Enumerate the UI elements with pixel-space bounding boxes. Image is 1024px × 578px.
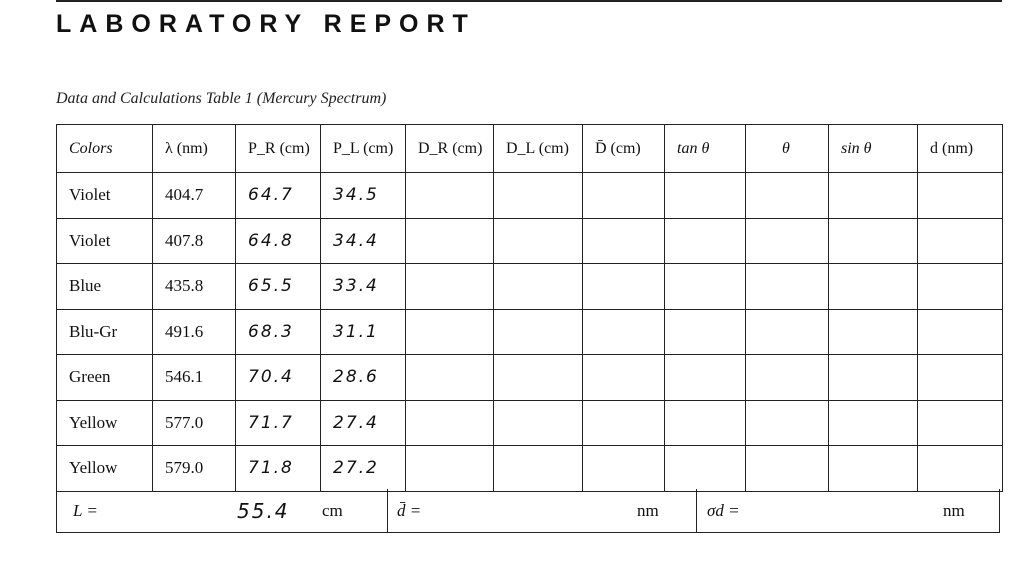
header-lambda: λ (nm) xyxy=(153,125,236,173)
color-cell: Yellow xyxy=(57,446,153,492)
lambda-cell: 546.1 xyxy=(153,355,236,401)
dl-cell xyxy=(494,400,583,446)
pr-cell: 64.8 xyxy=(236,218,321,264)
dr-cell xyxy=(406,309,494,355)
theta-cell xyxy=(746,400,829,446)
dl-cell xyxy=(494,218,583,264)
pr-cell: 64.7 xyxy=(236,173,321,219)
header-dr: D_R (cm) xyxy=(406,125,494,173)
dr-cell xyxy=(406,400,494,446)
d-cell xyxy=(918,400,1003,446)
tan-cell xyxy=(665,355,746,401)
d-cell xyxy=(918,446,1003,492)
pr-cell: 68.3 xyxy=(236,309,321,355)
lambda-cell: 491.6 xyxy=(153,309,236,355)
table-row xyxy=(57,446,1003,492)
length-value: 55.4 xyxy=(237,499,290,523)
theta-cell xyxy=(746,264,829,310)
header-sin-theta: sin θ xyxy=(829,125,918,173)
pl-cell: 27.4 xyxy=(321,400,406,446)
header-pl: P_L (cm) xyxy=(321,125,406,173)
color-cell: Blue xyxy=(57,264,153,310)
dl-cell xyxy=(494,264,583,310)
d-cell xyxy=(918,264,1003,310)
sigma-unit: nm xyxy=(943,501,965,520)
dbar-label: d̄ = xyxy=(397,501,422,520)
table-row xyxy=(57,355,1003,401)
header-d: d (nm) xyxy=(918,125,1003,173)
table-row xyxy=(57,218,1003,264)
sin-cell xyxy=(829,173,918,219)
sigma-label: σd = xyxy=(707,501,740,520)
report-title: LABORATORY REPORT xyxy=(56,10,476,38)
color-cell: Yellow xyxy=(57,400,153,446)
header-tan-theta: tan θ xyxy=(665,125,746,173)
top-rule xyxy=(56,0,1002,2)
pr-cell: 70.4 xyxy=(236,355,321,401)
dr-cell xyxy=(406,264,494,310)
theta-cell xyxy=(746,173,829,219)
dl-cell xyxy=(494,355,583,401)
dbar-cell xyxy=(583,400,665,446)
tan-cell xyxy=(665,264,746,310)
length-unit: cm xyxy=(322,501,343,520)
pl-cell: 34.4 xyxy=(321,218,406,264)
dbar-cell xyxy=(583,446,665,492)
pl-cell: 28.6 xyxy=(321,355,406,401)
pr-cell: 71.7 xyxy=(236,400,321,446)
dr-cell xyxy=(406,173,494,219)
dl-cell xyxy=(494,309,583,355)
sin-cell xyxy=(829,446,918,492)
theta-cell xyxy=(746,309,829,355)
divider xyxy=(696,489,697,533)
data-table xyxy=(56,124,1003,492)
pl-cell: 27.2 xyxy=(321,446,406,492)
header-dbar: D̄ (cm) xyxy=(583,125,665,173)
table-caption: Data and Calculations Table 1 (Mercury Spectrum) xyxy=(56,90,387,107)
dl-cell xyxy=(494,173,583,219)
header-pr: P_R (cm) xyxy=(236,125,321,173)
sin-cell xyxy=(829,400,918,446)
table-row xyxy=(57,173,1003,219)
lambda-cell: 407.8 xyxy=(153,218,236,264)
color-cell: Violet xyxy=(57,218,153,264)
dbar-unit: nm xyxy=(637,501,659,520)
dl-cell xyxy=(494,446,583,492)
pr-cell: 71.8 xyxy=(236,446,321,492)
dr-cell xyxy=(406,218,494,264)
sin-cell xyxy=(829,218,918,264)
table-row xyxy=(57,309,1003,355)
dbar-cell xyxy=(583,218,665,264)
tan-cell xyxy=(665,173,746,219)
header-theta: θ xyxy=(746,125,829,173)
theta-cell xyxy=(746,355,829,401)
sin-cell xyxy=(829,355,918,401)
tan-cell xyxy=(665,309,746,355)
pr-cell: 65.5 xyxy=(236,264,321,310)
length-label: L = xyxy=(73,501,98,520)
lambda-cell: 435.8 xyxy=(153,264,236,310)
pl-cell: 34.5 xyxy=(321,173,406,219)
color-cell: Violet xyxy=(57,173,153,219)
tan-cell xyxy=(665,446,746,492)
divider xyxy=(387,489,388,533)
sin-cell xyxy=(829,264,918,310)
tan-cell xyxy=(665,218,746,264)
header-colors: Colors xyxy=(57,125,153,173)
theta-cell xyxy=(746,446,829,492)
sin-cell xyxy=(829,309,918,355)
d-cell xyxy=(918,355,1003,401)
lambda-cell: 579.0 xyxy=(153,446,236,492)
header-row xyxy=(57,125,1003,173)
dr-cell xyxy=(406,355,494,401)
summary-row xyxy=(56,489,1000,533)
dbar-cell xyxy=(583,355,665,401)
dbar-cell xyxy=(583,173,665,219)
d-cell xyxy=(918,309,1003,355)
color-cell: Green xyxy=(57,355,153,401)
d-cell xyxy=(918,218,1003,264)
pl-cell: 31.1 xyxy=(321,309,406,355)
table-row xyxy=(57,400,1003,446)
lambda-cell: 404.7 xyxy=(153,173,236,219)
dbar-cell xyxy=(583,309,665,355)
header-dl: D_L (cm) xyxy=(494,125,583,173)
tan-cell xyxy=(665,400,746,446)
lambda-cell: 577.0 xyxy=(153,400,236,446)
dr-cell xyxy=(406,446,494,492)
dbar-cell xyxy=(583,264,665,310)
d-cell xyxy=(918,173,1003,219)
color-cell: Blu-Gr xyxy=(57,309,153,355)
table-row xyxy=(57,264,1003,310)
theta-cell xyxy=(746,218,829,264)
pl-cell: 33.4 xyxy=(321,264,406,310)
